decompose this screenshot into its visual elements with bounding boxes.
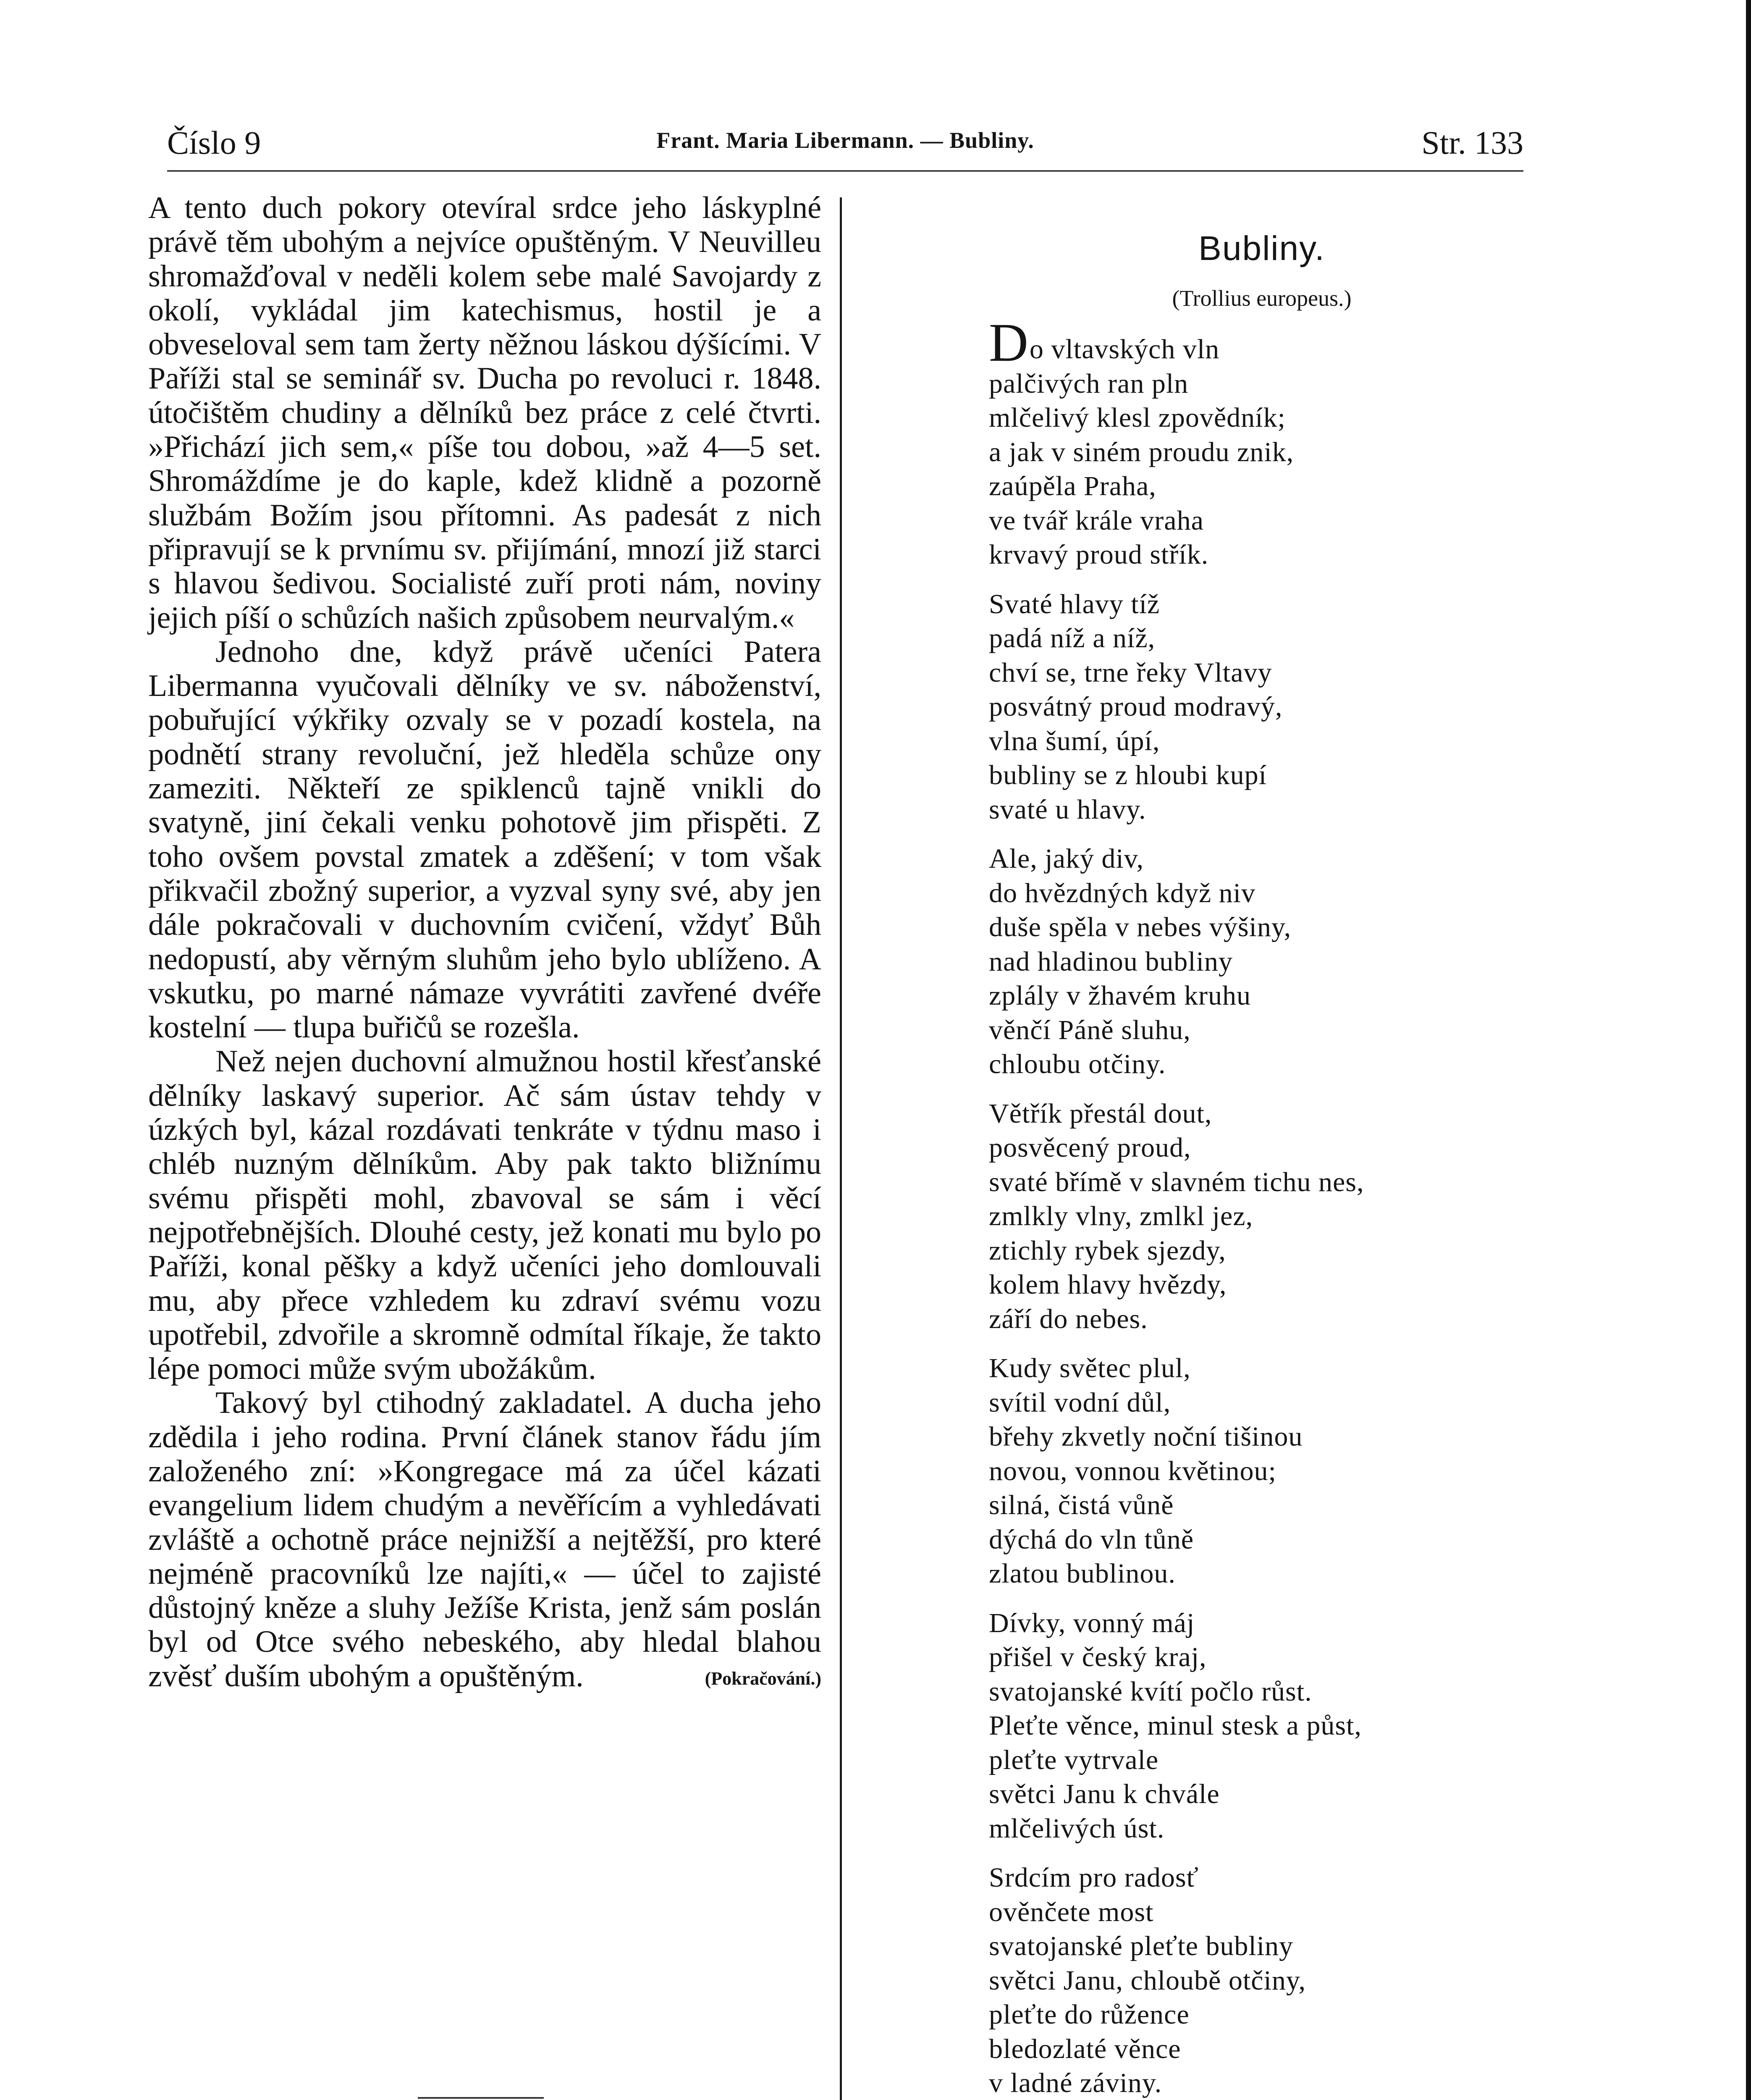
article-paragraph: Takový byl ctihodný zakladatel. A ducha jeho zdědila i jeho rodina. První článek stanov řádu jím založeného zní: »Kongregace má za účel kázati evangelium lidem chudým a nevěřícím a vyhledávati zvláště a ochotně práce nejnižší a nejtěžší, pro které nejméně pracovníků lze najíti,« — účel to zajisté důstojný kněze a sluhy Ježíše Krista, jenž sám poslán byl od Otce svého nebeského, aby hledal blahou zvěsť duším ubohým a opuštěným. <box>148 1386 821 1693</box>
poem-line: svaté u hlavy. <box>989 794 1146 825</box>
poem-line: Srdcím pro radosť <box>989 1862 1199 1893</box>
poem-line: zplály v žhavém kruhu <box>989 980 1251 1011</box>
poem-line: bledozlaté věnce <box>989 2033 1181 2064</box>
poem-line: svítil vodní důl, <box>989 1387 1171 1418</box>
poem-line: zmlkly vlny, zmlkl jez, <box>989 1201 1253 1231</box>
poem-line: a jak v siném proudu znik, <box>989 436 1294 467</box>
poem-line: vlna šumí, úpí, <box>989 725 1160 756</box>
poem-subtitle: (Trollius europeus.) <box>1172 286 1352 311</box>
poem-line: Kudy světec plul, <box>989 1353 1191 1383</box>
poem-stanza <box>989 842 1535 1082</box>
poem-line: věnčí Páně sluhu, <box>989 1014 1191 1045</box>
article-paragraph: Jednoho dne, když právě učeníci Patera Libermanna vyučovali dělníky ve sv. náboženství, pobuřující výkřiky ozvaly se v pozadí kostela, na podnětí strany revoluční, jež hleděla schůze ony zameziti. Někteří ze spiklenců tajně vnikli do svatyně, jiní čekali venku pohotově jim přispěti. Z toho ovšem povstal zmatek a zděšení; v tom však přikvačil zbožný superior, a vyzval syny své, aby jen dále pokračovali v duchovním cvičení, vždyť Bůh nedopustí, aby věrným sluhům jeho bylo ublíženo. A vskutku, po marné námaze vyvrátiti zavřené dvéře kostelní — tlupa buřičů se rozešla. <box>148 634 821 1045</box>
poem-stanza <box>989 1861 1535 2100</box>
poem-line: novou, vonnou květinou; <box>989 1455 1277 1486</box>
poem-line: nad hladinou bubliny <box>989 946 1233 977</box>
article-paragraph: A tento duch pokory otevíral srdce jeho láskyplné právě těm ubohým a nejvíce opuštěným. V Neuvilleu shromažďoval v neděli kolem sebe malé Savojardy z okolí, vykládal jim katechismus, hostil je a obveseloval sem tam žerty něžnou láskou dýšícími. V Paříži stal se seminář sv. Ducha po revoluci r. 1848. útočištěm chudiny a dělníků bez práce z celé čtvrti. »Přichází jich sem,« píše tou dobou, »až 4—5 set. Shromáždíme je do kaple, kdež klidně a pozorně službám Božím jsou přítomni. As padesát z nich připravují se k prvnímu sv. přijímání, mnozí již starci s hlavou šedivou. Socialisté zuří proti nám, noviny jejich píší o schůzích našich způsobem neurvalým.« <box>148 191 821 635</box>
poem-line: břehy zkvetly noční tišinou <box>989 1421 1303 1452</box>
poem-line: pleťte do růžence <box>989 1999 1190 2030</box>
end-rule-left <box>418 2097 544 2099</box>
poem-line: přišel v český kraj, <box>989 1642 1207 1672</box>
poem-line: dýchá do vln tůně <box>989 1524 1194 1555</box>
poem-line: padá níž a níž, <box>989 623 1156 654</box>
poem-line: mlčelivý klesl zpovědník; <box>989 402 1286 433</box>
poem-line: posvěcený proud, <box>989 1132 1191 1163</box>
poem-line: Svaté hlavy tíž <box>989 588 1160 620</box>
continuation-note: (Pokračování.) <box>705 1668 821 1689</box>
poem-stanza <box>989 312 1535 572</box>
poem-line: chví se, trne řeky Vltavy <box>989 657 1272 688</box>
poem-column <box>989 229 1535 2100</box>
poem-line: pleťte vytrvale <box>989 1744 1159 1775</box>
poem-line: ověnčete most <box>989 1896 1154 1927</box>
poem-line: Ale, jaký div, <box>989 843 1144 874</box>
poem-line: ve tvář krále vraha <box>989 505 1204 536</box>
poem-line: ztichly rybek sjezdy, <box>989 1235 1226 1266</box>
poem-line: bubliny se z hloubi kupí <box>989 760 1267 790</box>
last-paragraph-wrap <box>148 1386 821 1693</box>
poem-line: Větřík přestál dout, <box>989 1098 1212 1129</box>
running-header <box>167 124 1523 172</box>
poem-line: svatojanské pleťte bubliny <box>989 1931 1294 1961</box>
issue-number: Číslo 9 <box>167 124 261 161</box>
poem-line: chloubu otčiny. <box>989 1049 1166 1079</box>
poem-line: v ladné záviny. <box>989 2068 1162 2098</box>
drop-cap: D <box>989 312 1029 373</box>
poem-line: Pleťte věnce, minul stesk a půst, <box>989 1710 1362 1741</box>
poem-line: zlatou bublinou. <box>989 1558 1176 1589</box>
poem-line: světci Janu, chloubě otčiny, <box>989 1965 1306 1996</box>
running-title: Frant. Maria Libermann. — Bubliny. <box>656 128 1034 153</box>
poem-line: kolem hlavy hvězdy, <box>989 1269 1227 1300</box>
article-column <box>148 191 821 1693</box>
poem-title: Bubliny. <box>1198 229 1325 268</box>
poem-line: Dívky, vonný máj <box>989 1607 1195 1638</box>
poem-line: silná, čistá vůně <box>989 1490 1174 1520</box>
poem-line: svaté břímě v slavném tichu nes, <box>989 1166 1364 1197</box>
poem-line: zaúpěla Praha, <box>989 471 1156 501</box>
poem-first-line <box>989 312 1535 373</box>
article-paragraph: Než nejen duchovní almužnou hostil křesťanské dělníky laskavý superior. Ač sám ústav tehdy v úzkých byl, kázal rozdávati tenkráte v týdnu maso i chléb nuzným dělníkům. Aby pak takto bližnímu svému přispěti mohl, zbavoval se sám i věcí nejpotřebnějších. Dlouhé cesty, jež konati mu bylo po Paříži, konal pěšky a když učeníci jeho domlouvali mu, aby přece vzhledem ku zdraví svému vozu upotřebil, zdvořile a skromně odmítal říkaje, že takto lépe pomoci může svým ubožákům. <box>148 1044 821 1386</box>
first-line-text: o vltavských vln <box>1029 334 1220 365</box>
poem-stanza <box>989 1606 1535 1846</box>
poem-stanza <box>989 1097 1535 1336</box>
page-number: Str. 133 <box>1421 124 1523 161</box>
poem-line: do hvězdných když niv <box>989 877 1256 908</box>
poem-line: svatojanské kvítí počlo růst. <box>989 1676 1312 1707</box>
poem-line: duše spěla v nebes výšiny, <box>989 912 1292 942</box>
poem-line: krvavý proud střík. <box>989 539 1209 570</box>
poem-line: mlčelivých úst. <box>989 1813 1165 1844</box>
poem-line: posvátný proud modravý, <box>989 691 1283 722</box>
poem-line: světci Janu k chvále <box>989 1779 1220 1809</box>
column-divider <box>840 197 842 2100</box>
poem-line: palčivých ran pln <box>989 368 1189 399</box>
poem-stanza <box>989 587 1535 827</box>
poem-line: září do nebes. <box>989 1303 1148 1334</box>
poem-stanza <box>989 1351 1535 1591</box>
